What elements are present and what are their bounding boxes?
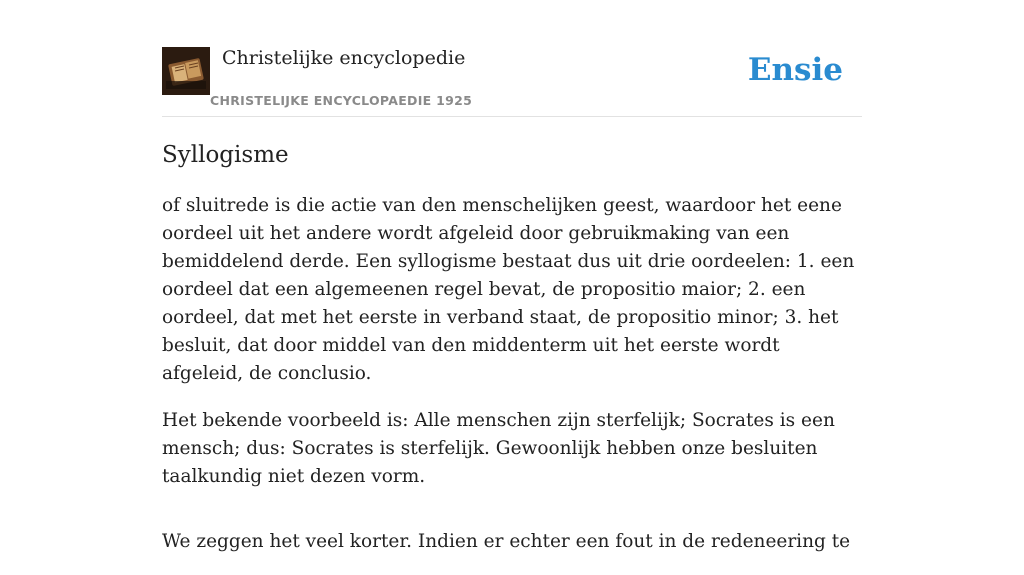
article-paragraph: Het bekende voorbeeld is: Alle menschen zijn sterfelijk; Socrates is een mensch; dus: Socrates is sterfelijk. Gewoonlijk hebben onze besluiten taalkundig niet dezen vorm. [162,410,835,487]
article-title: Syllogisme [162,142,289,168]
source-name-link[interactable]: Christelijke encyclopedie [222,47,466,69]
source-subtitle: CHRISTELIJKE ENCYCLOPAEDIE 1925 [210,93,473,108]
book-avatar-icon[interactable] [162,47,210,95]
article-paragraph: We zeggen het veel korter. Indien er echter een fout in de redeneering te [162,531,851,552]
source-header [162,0,862,117]
ensie-logo[interactable]: Ensie [747,52,843,88]
article-body [162,192,862,575]
article-paragraph: of sluitrede is die actie van den menschelijken geest, waardoor het eene oordeel uit het andere wordt afgeleid door gebruikmaking van een bemiddelend derde. Een syllogisme bestaat dus uit drie oordeelen: 1. een oordeel dat een algemeenen regel bevat, de propositio maior; 2. een oordeel, dat met het eerste in verband staat, de propositio minor; 3. het besluit, dat door middel van den middenterm uit het eerste wordt afgeleid, de conclusio. [162,195,855,384]
